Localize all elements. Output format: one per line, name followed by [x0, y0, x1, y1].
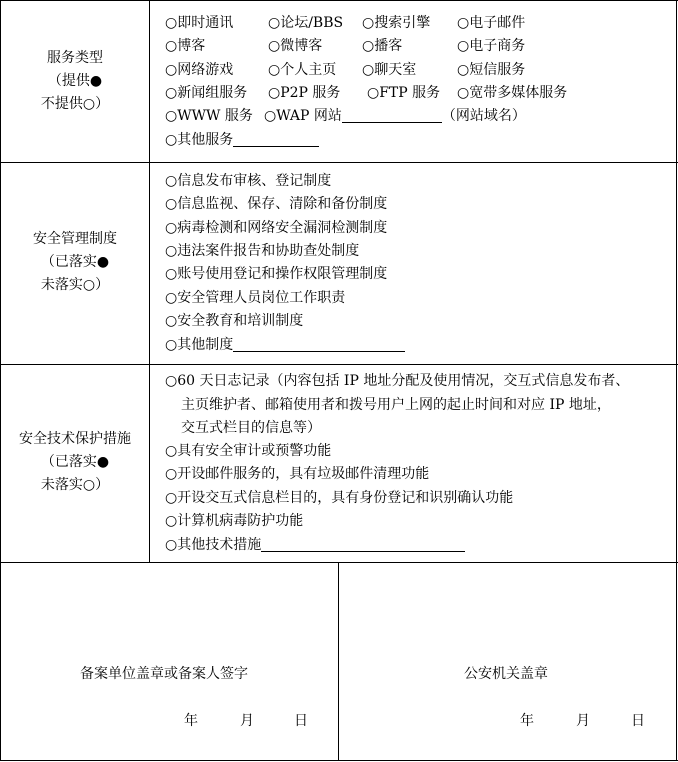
- table-border-bottom: [0, 760, 678, 761]
- policy-publishing-audit[interactable]: ○信息发布审核、登记制度: [165, 173, 332, 189]
- label-column-divider: [149, 0, 150, 563]
- table-border-top: [0, 0, 678, 1]
- option-blog[interactable]: ○博客: [165, 38, 206, 54]
- service-types-legend-empty: 不提供○）: [40, 96, 110, 112]
- policy-other-label[interactable]: ○其他制度: [165, 337, 234, 353]
- option-podcast[interactable]: ○播客: [362, 38, 403, 54]
- security-management-title: 安全管理制度: [33, 231, 117, 247]
- option-search-engine[interactable]: ○搜索引擎: [362, 15, 431, 31]
- policy-training[interactable]: ○安全教育和培训制度: [165, 313, 304, 329]
- service-types-legend-filled: （提供●: [47, 73, 103, 89]
- option-sms-service[interactable]: ○短信服务: [457, 62, 526, 78]
- measure-log-retention-line2: 主页维护者、邮箱使用者和拨号用户上网的起止时间和对应 IP 地址，: [181, 396, 611, 413]
- security-management-legend-empty: 未落实○）: [40, 277, 110, 293]
- measure-log-retention-line3: 交互式栏目的信息等）: [181, 420, 321, 436]
- option-newsgroup[interactable]: ○新闻组服务: [165, 85, 248, 101]
- measure-log-retention[interactable]: [165, 370, 675, 441]
- filer-signature-label: 备案单位盖章或备案人签字: [80, 666, 248, 682]
- policy-virus-vuln-detection[interactable]: ○病毒检测和网络安全漏洞检测制度: [165, 220, 388, 236]
- other-service-blank[interactable]: [233, 129, 319, 147]
- security-technical-legend-filled: （已落实●: [40, 454, 110, 470]
- policy-monitoring-backup[interactable]: ○信息监视、保存、清除和备份制度: [165, 196, 388, 212]
- policy-account-permissions[interactable]: ○账号使用登记和操作权限管理制度: [165, 266, 388, 282]
- measure-other-blank[interactable]: [261, 534, 465, 552]
- policy-staff-duties[interactable]: ○安全管理人员岗位工作职责: [165, 290, 346, 306]
- option-chat-room[interactable]: ○聊天室: [362, 62, 417, 78]
- option-e-commerce[interactable]: ○电子商务: [457, 38, 526, 54]
- police-seal-label: 公安机关盖章: [464, 666, 548, 682]
- policy-other-blank[interactable]: [233, 334, 405, 352]
- security-technical-title: 安全技术保护措施: [19, 431, 131, 447]
- measure-spam-filter[interactable]: ○开设邮件服务的，具有垃圾邮件清理功能: [165, 466, 430, 482]
- option-email[interactable]: ○电子邮件: [457, 15, 526, 31]
- option-other-service: [165, 129, 319, 152]
- option-forum-bbs[interactable]: ○论坛/BBS: [268, 15, 344, 31]
- measure-other: [165, 534, 465, 557]
- row-divider-1: [0, 162, 678, 163]
- measure-antivirus[interactable]: ○计算机病毒防护功能: [165, 513, 304, 529]
- service-types-title: 服务类型: [47, 50, 103, 66]
- row-divider-3: [0, 562, 678, 563]
- measure-audit-alert[interactable]: ○具有安全审计或预警功能: [165, 443, 332, 459]
- filer-date-month: 月: [240, 713, 254, 729]
- option-other-service-label[interactable]: ○其他服务: [165, 132, 234, 148]
- policy-other: [165, 334, 405, 357]
- policy-incident-reporting[interactable]: ○违法案件报告和协助查处制度: [165, 243, 360, 259]
- security-technical-label: [1, 428, 149, 497]
- police-date-year: 年: [520, 713, 534, 729]
- option-wap-site: [264, 105, 526, 128]
- table-border-right: [676, 0, 677, 761]
- police-date-month: 月: [576, 713, 590, 729]
- option-online-game[interactable]: ○网络游戏: [165, 62, 234, 78]
- option-broadband-multimedia[interactable]: ○宽带多媒体服务: [457, 85, 568, 101]
- option-personal-homepage[interactable]: ○个人主页: [268, 62, 337, 78]
- service-types-label: [1, 47, 149, 116]
- option-p2p[interactable]: ○P2P 服务: [268, 85, 341, 101]
- measure-log-retention-line1: ○60 天日志记录（内容包括 IP 地址分配及使用情况，交互式信息发布者、: [165, 373, 630, 389]
- option-instant-messaging[interactable]: ○即时通讯: [165, 15, 234, 31]
- filer-date-day: 日: [294, 713, 308, 729]
- option-www[interactable]: ○WWW 服务: [165, 108, 253, 124]
- option-wap-site-label[interactable]: ○WAP 网站: [264, 108, 342, 124]
- option-microblog[interactable]: ○微博客: [268, 38, 323, 54]
- signature-column-divider: [338, 562, 339, 761]
- security-management-label: [1, 228, 149, 297]
- wap-domain-blank[interactable]: [342, 105, 442, 123]
- police-date-day: 日: [631, 713, 645, 729]
- measure-other-label[interactable]: ○其他技术措施: [165, 537, 262, 553]
- row-divider-2: [0, 364, 678, 365]
- wap-domain-hint: （网站域名）: [441, 108, 526, 124]
- filer-date-year: 年: [184, 713, 198, 729]
- security-management-legend-filled: （已落实●: [40, 254, 110, 270]
- option-ftp[interactable]: ○FTP 服务: [367, 85, 441, 101]
- measure-identity-verification[interactable]: ○开设交互式信息栏目的，具有身份登记和识别确认功能: [165, 490, 514, 506]
- security-technical-legend-empty: 未落实○）: [40, 477, 110, 493]
